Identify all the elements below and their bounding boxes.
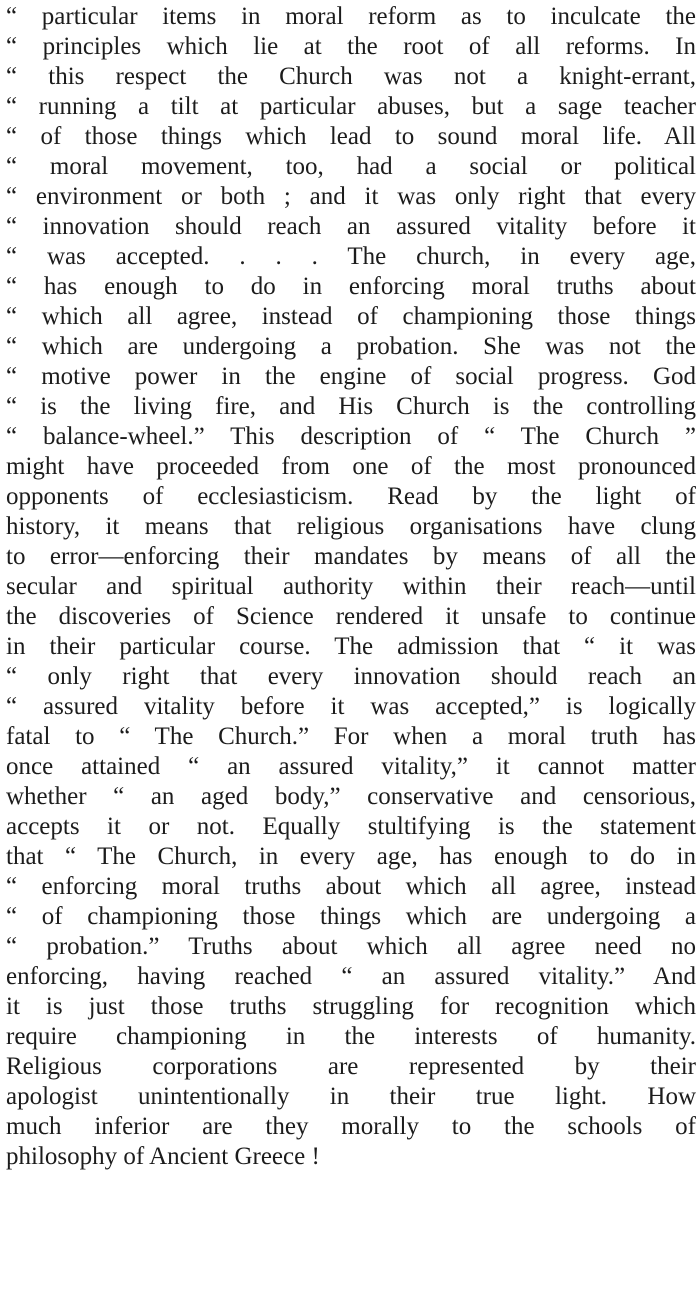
text-line: fatal to “ The Church.” For when a moral truth has	[6, 723, 696, 750]
text-line: “ probation.” Truths about which all agree need no	[6, 933, 696, 960]
text-line: “ innovation should reach an assured vitality before it	[6, 213, 696, 240]
text-line: “ which all agree, instead of championing those things	[6, 303, 696, 330]
text-line: might have proceeded from one of the most pronounced	[6, 453, 696, 480]
text-line: whether “ an aged body,” conservative and censorious,	[6, 783, 696, 810]
text-line: “ assured vitality before it was accepted,” is logically	[6, 693, 696, 720]
text-line: “ this respect the Church was not a knight-errant,	[6, 63, 696, 90]
text-line: “ was accepted. . . . The church, in every age,	[6, 243, 696, 270]
text-line: “ only right that every innovation should reach an	[6, 663, 696, 690]
text-line: accepts it or not. Equally stultifying is the statement	[6, 813, 696, 840]
text-line: “ of those things which lead to sound moral life. All	[6, 123, 696, 150]
text-line: “ of championing those things which are undergoing a	[6, 903, 696, 930]
text-line: philosophy of Ancient Greece !	[6, 1143, 320, 1170]
text-line: “ moral movement, too, had a social or political	[6, 153, 696, 180]
text-line: in their particular course. The admission that “ it was	[6, 633, 696, 660]
text-line: Religious corporations are represented by their	[6, 1053, 696, 1080]
text-line: “ which are undergoing a probation. She was not the	[6, 333, 696, 360]
text-line: “ is the living fire, and His Church is the controlling	[6, 393, 696, 420]
text-line: require championing in the interests of humanity.	[6, 1023, 696, 1050]
text-line: apologist unintentionally in their true light. How	[6, 1083, 696, 1110]
text-line: “ motive power in the engine of social progress. God	[6, 363, 696, 390]
text-line: “ balance-wheel.” This description of “ The Church ”	[6, 423, 696, 450]
text-line: “ running a tilt at particular abuses, but a sage teacher	[6, 93, 696, 120]
text-line: enforcing, having reached “ an assured vitality.” And	[6, 963, 696, 990]
text-line: “ enforcing moral truths about which all agree, instead	[6, 873, 696, 900]
text-line: “ environment or both ; and it was only right that every	[6, 183, 696, 210]
text-line: opponents of ecclesiasticism. Read by the light of	[6, 483, 696, 510]
text-line: history, it means that religious organisations have clung	[6, 513, 696, 540]
body-text	[6, 0, 696, 1172]
text-line: the discoveries of Science rendered it unsafe to continue	[6, 603, 696, 630]
text-line: that “ The Church, in every age, has enough to do in	[6, 843, 696, 870]
text-line: “ particular items in moral reform as to inculcate the	[6, 3, 696, 30]
text-line: secular and spiritual authority within their reach—until	[6, 573, 696, 600]
text-line: “ has enough to do in enforcing moral truths about	[6, 273, 696, 300]
text-line: to error—enforcing their mandates by means of all the	[6, 543, 696, 570]
text-line: “ principles which lie at the root of all reforms. In	[6, 33, 696, 60]
text-line: it is just those truths struggling for recognition which	[6, 993, 696, 1020]
text-line: much inferior are they morally to the schools of	[6, 1113, 696, 1140]
text-line: once attained “ an assured vitality,” it cannot matter	[6, 753, 696, 780]
